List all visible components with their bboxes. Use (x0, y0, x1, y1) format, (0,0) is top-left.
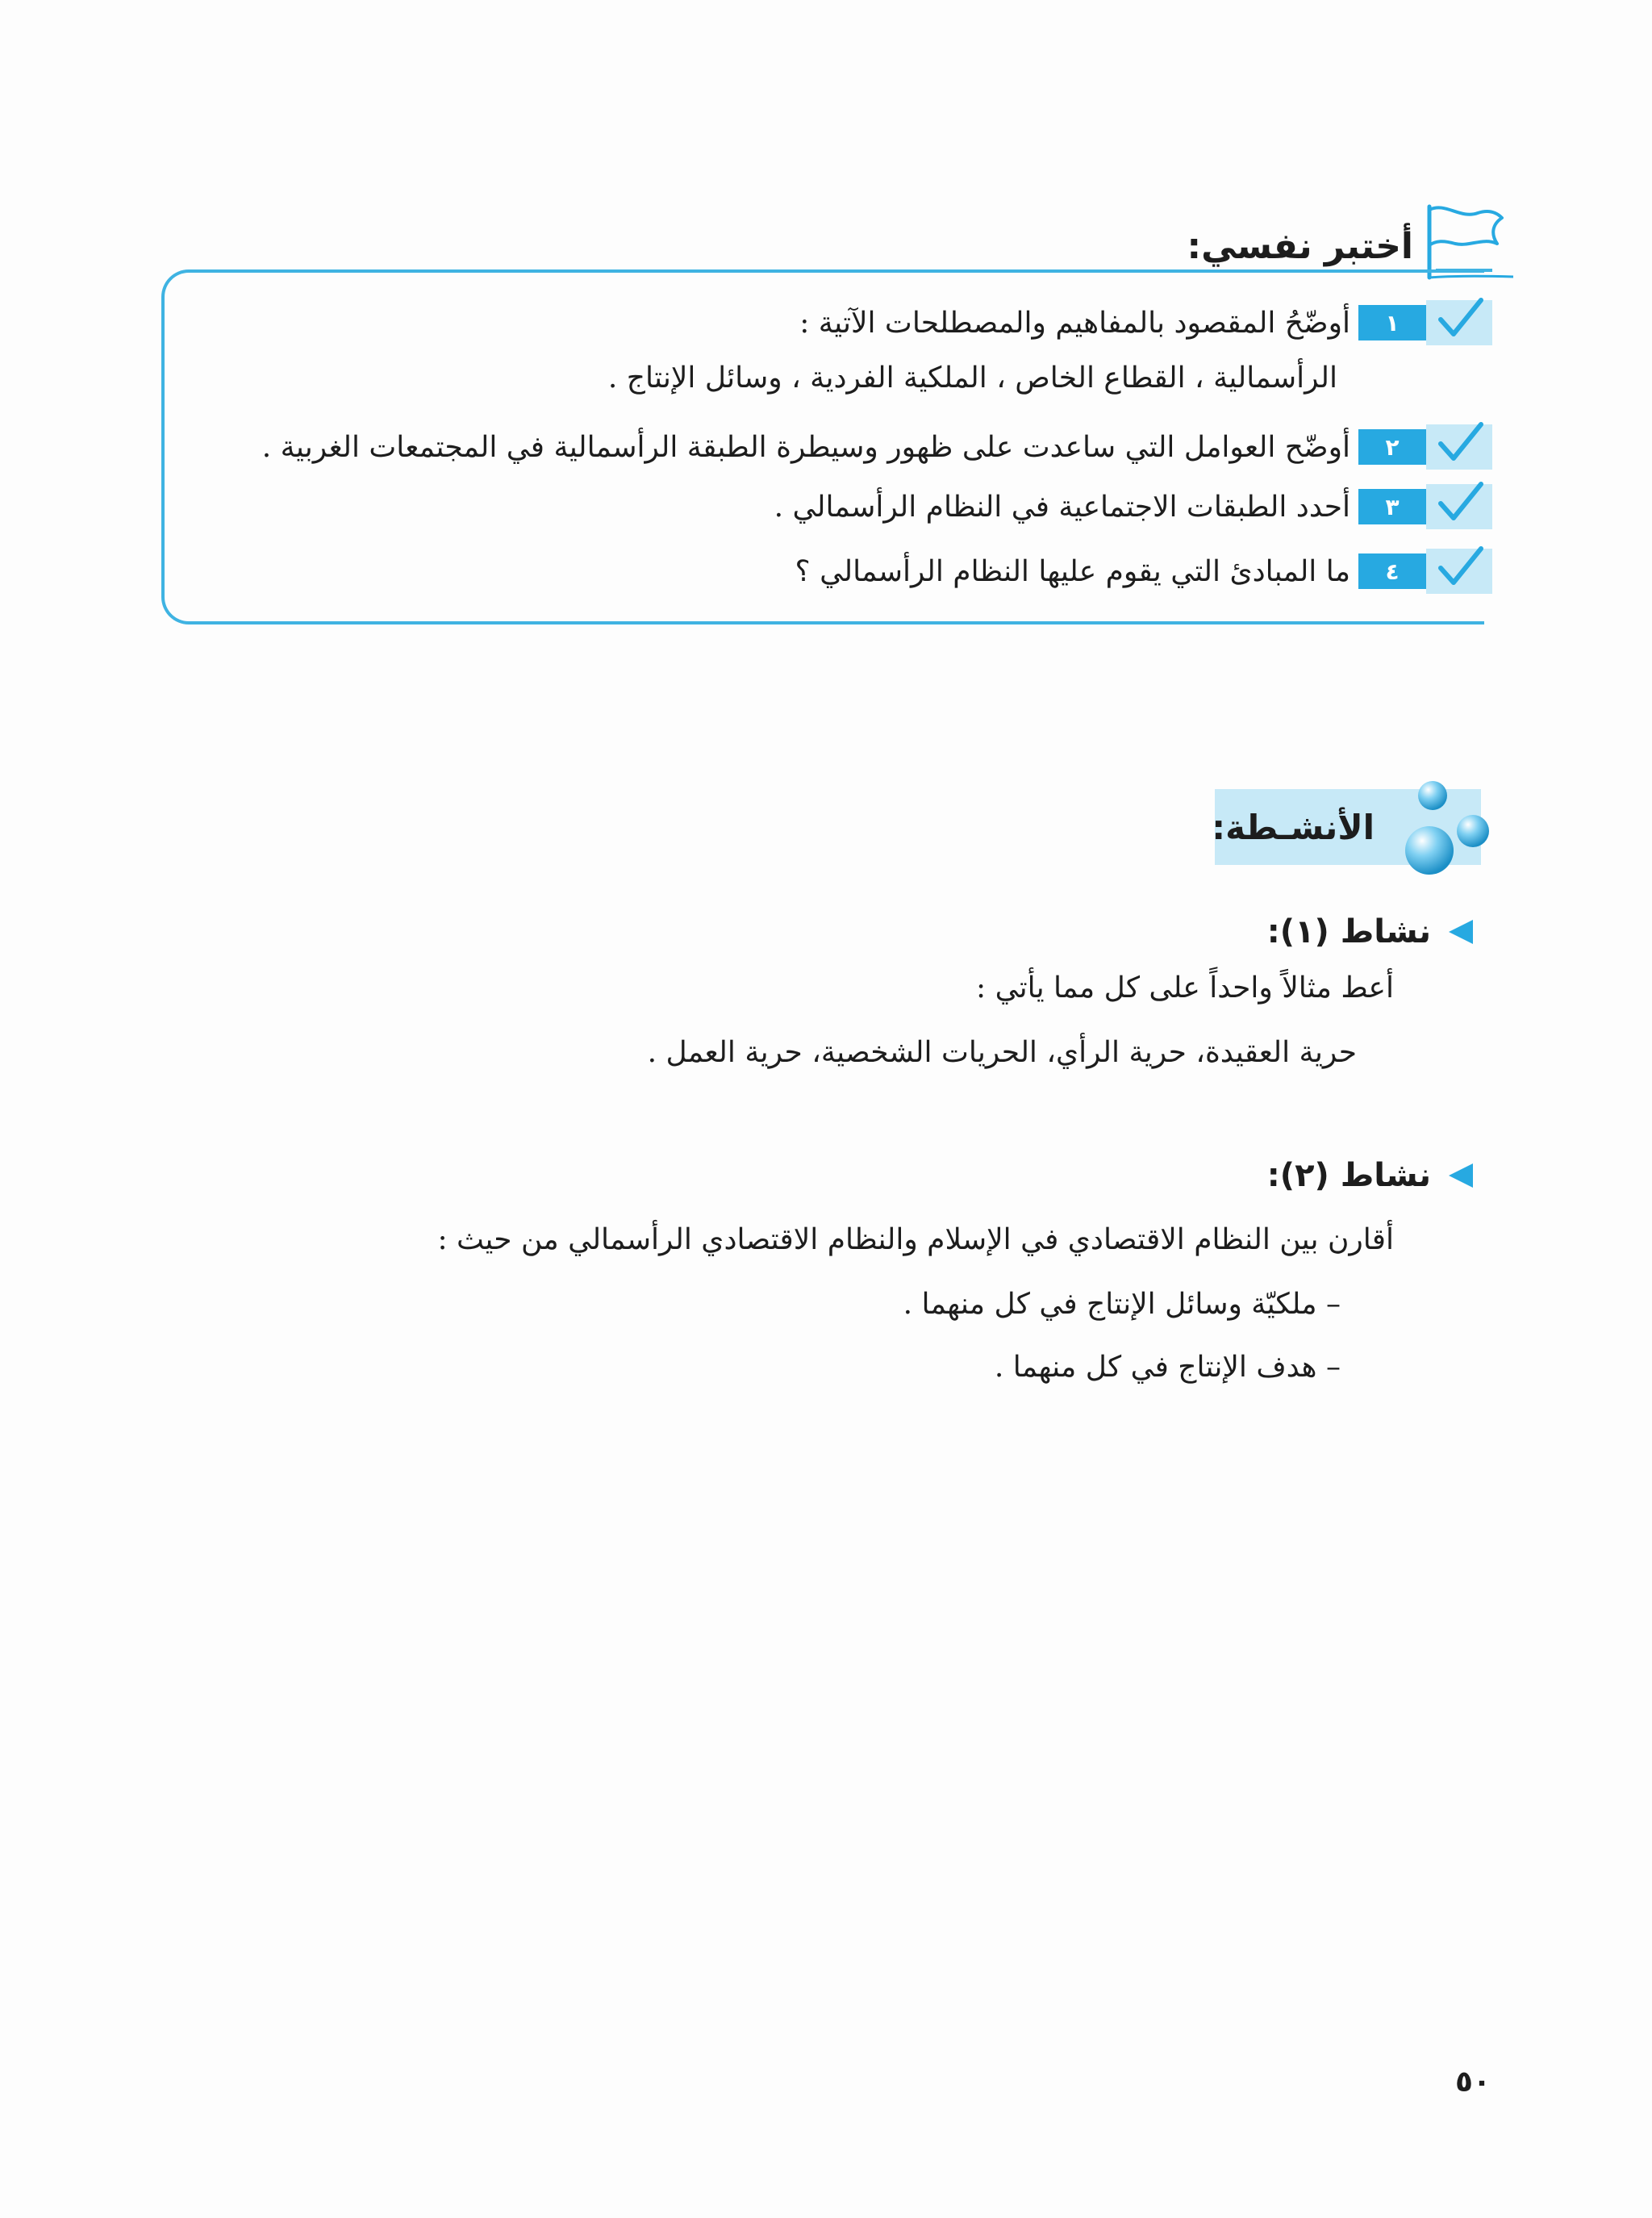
question-2 (262, 424, 1492, 470)
check-cell (1426, 484, 1492, 529)
page-number: ٥٠ (1455, 2066, 1491, 2099)
activity-1-line-2: حرية العقيدة، حرية الرأي، الحريات الشخصية، حرية العمل . (647, 1036, 1357, 1069)
check-cell (1426, 549, 1492, 594)
check-cell (1426, 424, 1492, 470)
question-text: أوضّحُ المقصود بالمفاهيم والمصطلحات الآتية : (799, 306, 1350, 340)
question-marker (1350, 484, 1492, 529)
question-number: ٢ (1358, 429, 1426, 465)
question-marker (1350, 300, 1492, 345)
check-cell (1426, 300, 1492, 345)
check-icon (1436, 420, 1486, 465)
activity-1-line-1: أعط مثالاً واحداً على كل مما يأتي : (976, 971, 1394, 1005)
activities-heading: الأنشـطة: (1212, 807, 1375, 847)
question-number: ٤ (1358, 553, 1426, 589)
activity-2-heading (1267, 1157, 1473, 1194)
question-number: ٣ (1358, 489, 1426, 524)
activity-1-heading (1267, 913, 1473, 950)
activity-2-line-3: – هدف الإنتاج في كل منهما . (994, 1351, 1341, 1384)
activity-2-line-2: – ملكيّة وسائل الإنتاج في كل منهما . (903, 1288, 1341, 1321)
question-1-subtext: الرأسمالية ، القطاع الخاص ، الملكية الفردية ، وسائل الإنتاج . (607, 361, 1337, 395)
question-number: ١ (1358, 305, 1426, 340)
activity-title: نشاط (٢): (1266, 1157, 1431, 1194)
question-4 (795, 549, 1492, 594)
question-1 (799, 300, 1492, 345)
question-3 (774, 484, 1492, 529)
question-text: ما المبادئ التي يقوم عليها النظام الرأسمالي ؟ (795, 554, 1350, 588)
check-icon (1436, 479, 1486, 524)
question-text: أوضّح العوامل التي ساعدت على ظهور وسيطرة الطبقة الرأسمالية في المجتمعات الغربية . (261, 430, 1350, 464)
frame-accent (1436, 269, 1492, 272)
check-icon (1436, 544, 1486, 589)
question-marker (1350, 424, 1492, 470)
bubbles-icon (1378, 776, 1491, 879)
question-text: أحدد الطبقات الاجتماعية في النظام الرأسمالي . (774, 490, 1350, 524)
triangle-icon (1449, 920, 1473, 944)
self-test-heading: أختبر نفسي: (1187, 225, 1413, 267)
triangle-icon (1449, 1163, 1473, 1188)
check-icon (1436, 295, 1486, 340)
question-marker (1350, 549, 1492, 594)
activity-2-line-1: أقارن بين النظام الاقتصادي في الإسلام والنظام الاقتصادي الرأسمالي من حيث : (437, 1223, 1394, 1256)
activities-banner (1212, 789, 1481, 865)
activity-title: نشاط (١): (1266, 913, 1431, 950)
